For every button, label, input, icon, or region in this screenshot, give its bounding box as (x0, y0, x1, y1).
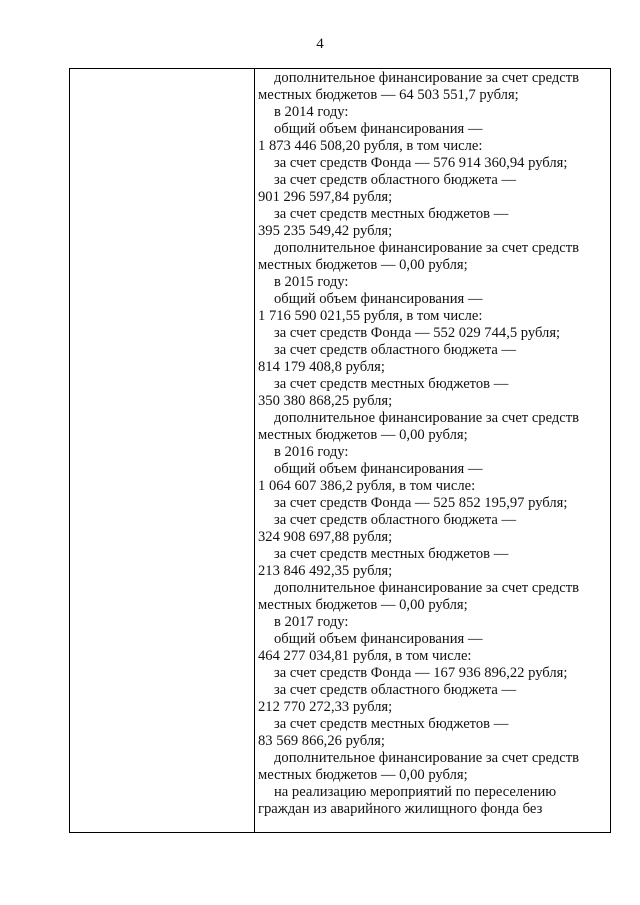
text-line: за счет средств местных бюджетов — (274, 376, 509, 392)
text-line: общий объем финансирования — (274, 291, 483, 307)
text-line: 1 873 446 508,20 рубля, в том числе: (258, 138, 483, 154)
text-line: за счет средств Фонда — 167 936 896,22 рубля; (274, 665, 568, 681)
text-line: местных бюджетов — 0,00 рубля; (258, 597, 468, 613)
text-line: 350 380 868,25 рубля; (258, 393, 393, 409)
text-line: дополнительное финансирование за счет средств (274, 70, 580, 86)
text-line: за счет средств областного бюджета — (274, 682, 517, 698)
text-line: за счет средств Фонда — 525 852 195,97 рубля; (274, 495, 568, 511)
text-line: общий объем финансирования — (274, 461, 483, 477)
text-line: 213 846 492,35 рубля; (258, 563, 393, 579)
table-text-cell (258, 70, 610, 832)
text-line: 814 179 408,8 рубля; (258, 359, 385, 375)
text-line: за счет средств местных бюджетов — (274, 206, 509, 222)
text-line: местных бюджетов — 64 503 551,7 рубля; (258, 87, 519, 103)
text-line: в 2016 году: (274, 444, 349, 460)
text-line: 1 064 607 386,2 рубля, в том числе: (258, 478, 476, 494)
text-line: местных бюджетов — 0,00 рубля; (258, 767, 468, 783)
text-line: за счет средств областного бюджета — (274, 342, 517, 358)
text-line: 395 235 549,42 рубля; (258, 223, 393, 239)
text-line: дополнительное финансирование за счет средств (274, 240, 580, 256)
text-line: общий объем финансирования — (274, 121, 483, 137)
text-line: в 2014 году: (274, 104, 349, 120)
document-table (69, 68, 611, 833)
text-line: местных бюджетов — 0,00 рубля; (258, 427, 468, 443)
text-line: граждан из аварийного жилищного фонда без (258, 801, 543, 817)
text-line: за счет средств областного бюджета — (274, 172, 517, 188)
text-line: 901 296 597,84 рубля; (258, 189, 393, 205)
text-line: в 2017 году: (274, 614, 349, 630)
text-line: 212 770 272,33 рубля; (258, 699, 393, 715)
text-line: за счет средств областного бюджета — (274, 512, 517, 528)
text-line: 1 716 590 021,55 рубля, в том числе: (258, 308, 483, 324)
text-line: за счет средств Фонда — 552 029 744,5 рубля; (274, 325, 561, 341)
text-line: на реализацию мероприятий по переселению (274, 784, 557, 800)
text-line: за счет средств местных бюджетов — (274, 716, 509, 732)
text-line: местных бюджетов — 0,00 рубля; (258, 257, 468, 273)
column-divider (254, 69, 255, 832)
text-line: дополнительное финансирование за счет средств (274, 750, 580, 766)
text-line: общий объем финансирования — (274, 631, 483, 647)
text-line: 324 908 697,88 рубля; (258, 529, 393, 545)
text-line: 83 569 866,26 рубля; (258, 733, 385, 749)
text-line: в 2015 году: (274, 274, 349, 290)
page-number: 4 (316, 36, 324, 52)
text-line: 464 277 034,81 рубля, в том числе: (258, 648, 472, 664)
text-line: за счет средств Фонда — 576 914 360,94 рубля; (274, 155, 568, 171)
text-line: дополнительное финансирование за счет средств (274, 410, 580, 426)
text-line: за счет средств местных бюджетов — (274, 546, 509, 562)
text-line: дополнительное финансирование за счет средств (274, 580, 580, 596)
